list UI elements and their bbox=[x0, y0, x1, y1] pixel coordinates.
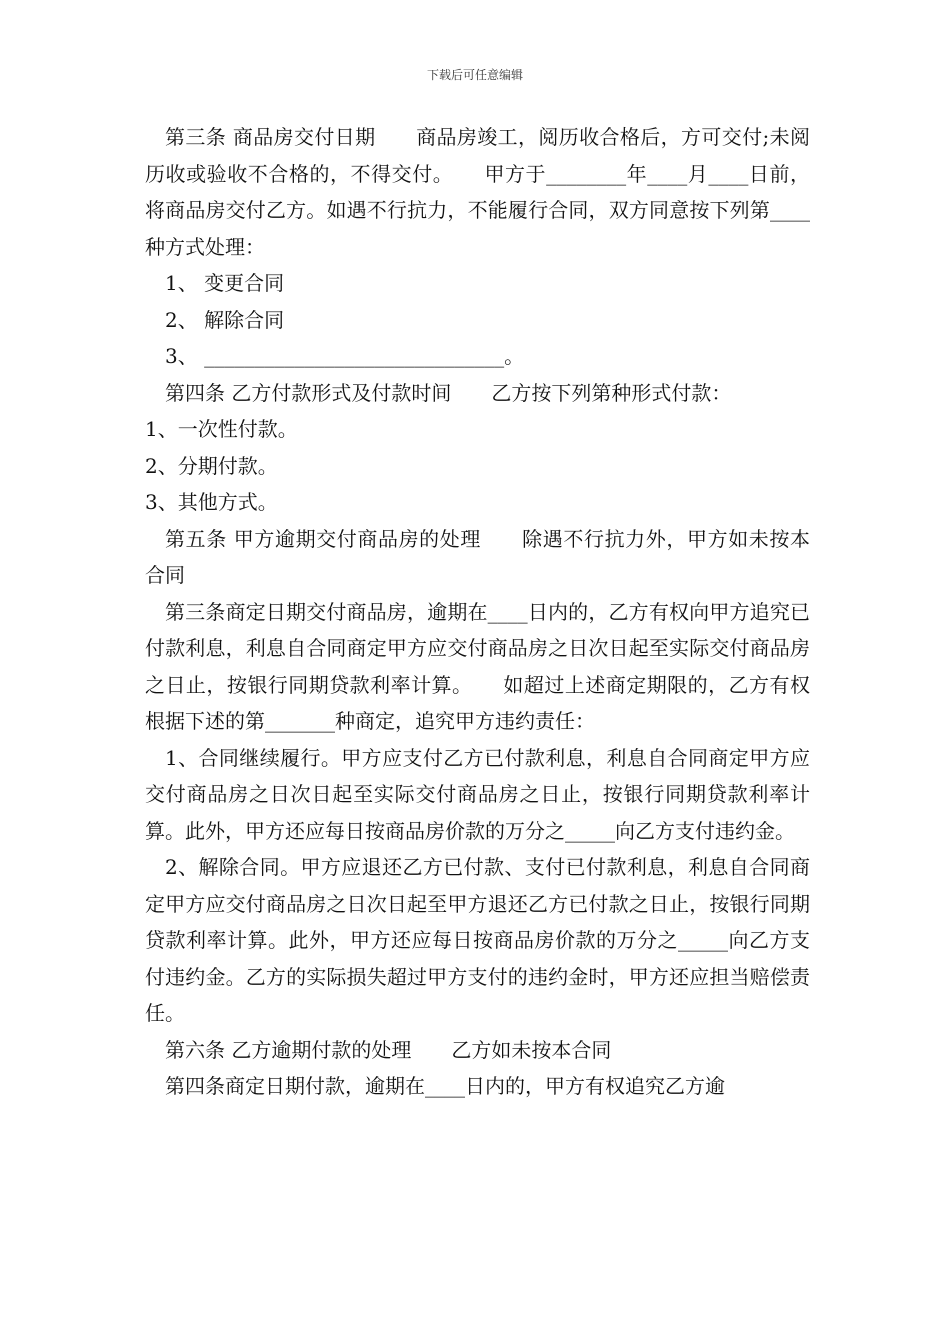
paragraph-article-3: 第三条 商品房交付日期 商品房竣工，阅历收合格后，方可交付;未阅历收或验收不合格的，不得交付。 甲方于________年____月____日前，将商品房交付乙方。如遇不行抗力，不能履行合同，双方同意按下列第____种方式处理： bbox=[145, 125, 810, 259]
paragraph-article-6-detail: 第四条商定日期付款，逾期在____日内的，甲方有权追究乙方逾 bbox=[165, 1074, 725, 1098]
list-item-lump-sum: 1、一次性付款。 bbox=[145, 417, 298, 441]
paragraph-article-5: 第五条 甲方逾期交付商品房的处理 除遇不行抗力外，甲方如未按本合同 bbox=[145, 526, 810, 587]
list-item-terminate-contract: 2、 解除合同 bbox=[165, 307, 285, 332]
paragraph-article-4: 第四条 乙方付款形式及付款时间 乙方按下列第种形式付款： bbox=[165, 380, 732, 405]
document-body bbox=[145, 119, 810, 1105]
paragraph-continue-contract: 1、合同继续履行。甲方应支付乙方已付款利息，利息自合同商定甲方应交付商品房之日次日起至实际交付商品房之日止，按银行同期贷款利率计算。此外，甲方还应每日按商品房价款的万分之_____向乙方支付违约金。 bbox=[145, 745, 810, 843]
list-item-other-blank: 3、 ______________________________。 bbox=[165, 344, 525, 368]
page-header-note: 下载后可任意编辑 bbox=[426, 68, 523, 82]
list-item-installment: 2、分期付款。 bbox=[145, 453, 278, 478]
paragraph-article-6: 第六条 乙方逾期付款的处理 乙方如未按本合同 bbox=[165, 1037, 612, 1062]
list-item-other-method: 3、其他方式。 bbox=[145, 490, 278, 514]
paragraph-article-5-detail: 第三条商定日期交付商品房，逾期在____日内的，乙方有权向甲方追究已付款利息，利息自合同商定甲方应交付商品房之日次日起至实际交付商品房之日止，按银行同期贷款利率计算。 如超过上述商定期限的，乙方有权根据下述的第_______种商定，追究甲方违约责任： bbox=[145, 599, 810, 733]
paragraph-terminate-contract: 2、解除合同。甲方应退还乙方已付款、支付已付款利息，利息自合同商定甲方应交付商品房之日次日起至甲方退还乙方已付款之日止，按银行同期贷款利率计算。此外，甲方还应每日按商品房价款的万分之_____向乙方支付违约金。乙方的实际损失超过甲方支付的违约金时，甲方还应担当赔偿责任。 bbox=[145, 855, 810, 1025]
list-item-change-contract: 1、 变更合同 bbox=[165, 271, 285, 295]
